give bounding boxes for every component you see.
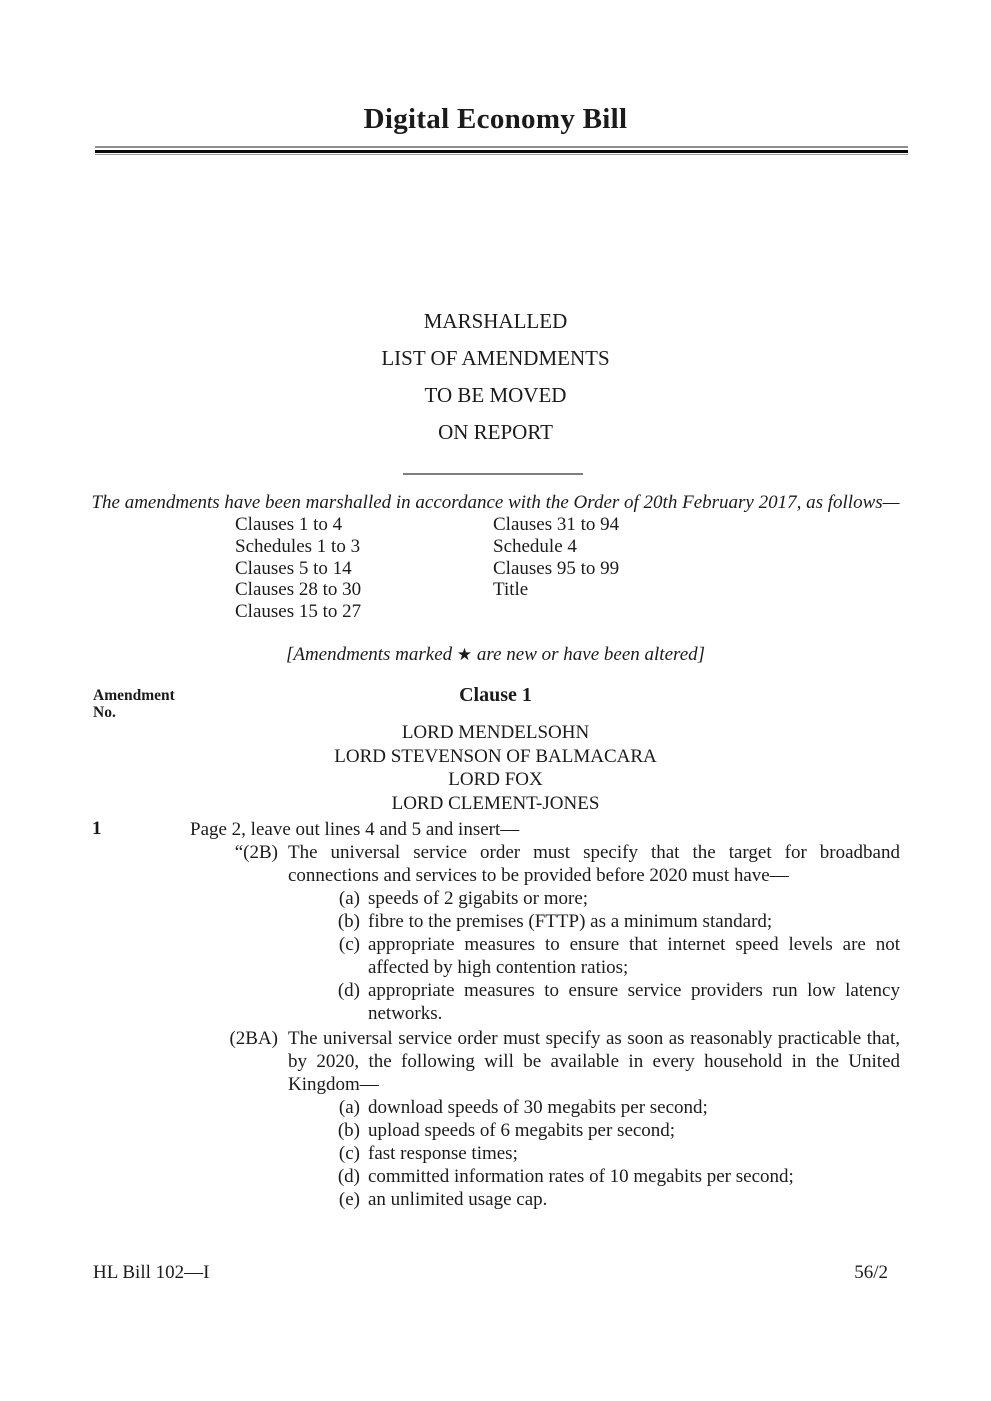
sponsor-name: LORD STEVENSON OF BALMACARA: [334, 745, 657, 767]
list-item-text: upload speeds of 6 megabits per second;: [368, 1120, 676, 1141]
list-item-text: download speeds of 30 megabits per second;: [368, 1097, 708, 1118]
list-item-label: (a): [338, 888, 360, 909]
list-item: [288, 1188, 900, 1211]
list-item: [288, 1165, 900, 1188]
list-item-label: (c): [338, 934, 360, 955]
title-rule-thin-bottom: [95, 154, 908, 155]
subsection-text: The universal service order must specify as soon as reasonably practicable that, by 2020, the following will be available in every household in the United Kingdom—: [288, 1028, 900, 1095]
order-item: Clauses 15 to 27: [235, 601, 362, 623]
sponsor-name: LORD CLEMENT-JONES: [391, 792, 600, 814]
footer-session-number: 56/2: [854, 1262, 888, 1283]
subsection-2B: [190, 841, 900, 1025]
list-item-text: speeds of 2 gigabits or more;: [368, 888, 589, 909]
amendment-instruction: Page 2, leave out lines 4 and 5 and insert—: [190, 819, 520, 840]
subsection-2BA: [190, 1027, 900, 1211]
subsection-label: (2BA): [229, 1028, 278, 1049]
star-note-prefix: [Amendments marked: [285, 644, 457, 665]
star-icon: ★: [456, 645, 473, 664]
sponsor-name: LORD MENDELSOHN: [401, 722, 590, 743]
list-item: [288, 1142, 900, 1165]
bill-title: Digital Economy Bill: [363, 103, 628, 135]
list-item: [288, 887, 900, 910]
list-item-text: fast response times;: [368, 1143, 518, 1164]
separator-rule: [403, 473, 583, 475]
list-item-label: (b): [337, 911, 360, 932]
document-heading: [0, 303, 991, 451]
marshalling-note: The amendments have been marshalled in accordance with the Order of 20th February 2017, as follows—: [91, 492, 900, 513]
list-item: [288, 910, 900, 933]
title-rule-thin-top: [95, 146, 908, 148]
list-item-label: (d): [337, 980, 360, 1001]
heading-line-to-be-moved: TO BE MOVED: [424, 383, 567, 407]
amendment-no-label-line1: Amendment: [93, 687, 175, 704]
heading-line-on-report: ON REPORT: [438, 420, 553, 444]
sponsor-list: [0, 721, 991, 815]
title-rule-thick: [95, 150, 908, 153]
order-item: Title: [493, 579, 529, 601]
amendment-number: 1: [92, 818, 102, 839]
star-note: [0, 644, 991, 666]
amendment-no-label-line2: No.: [93, 704, 116, 721]
footer-bill-number: HL Bill 102—I: [93, 1262, 210, 1283]
order-item: Clauses 5 to 14: [235, 557, 352, 579]
order-item: Clauses 31 to 94: [493, 514, 620, 535]
order-item: Clauses 28 to 30: [235, 579, 362, 601]
heading-line-list-of-amendments: LIST OF AMENDMENTS: [381, 346, 610, 370]
list-item: [288, 979, 900, 1025]
marshalling-order-column-2: [493, 514, 619, 601]
heading-line-marshalled: MARSHALLED: [423, 309, 568, 333]
list-item-text: committed information rates of 10 megabits per second;: [368, 1166, 794, 1187]
star-note-suffix: are new or have been altered]: [472, 644, 706, 665]
list-item-label: (d): [337, 1166, 360, 1187]
list-item-label: (a): [338, 1097, 360, 1118]
list-item: [288, 1096, 900, 1119]
subsection-content: [288, 841, 900, 1025]
subsection-label: “(2B): [234, 842, 278, 863]
amendment-body: [190, 818, 900, 1211]
list-item: [288, 933, 900, 979]
marshalling-order-column-1: [235, 514, 361, 623]
clause-heading: Clause 1: [459, 684, 532, 706]
list-item: [288, 1119, 900, 1142]
order-item: Clauses 1 to 4: [235, 514, 343, 535]
sponsor-name: LORD FOX: [448, 769, 543, 790]
list-item-text: appropriate measures to ensure that internet speed levels are not affected by high contention ratios;: [368, 934, 900, 978]
list-item-label: (c): [338, 1143, 360, 1164]
order-item: Schedules 1 to 3: [235, 535, 361, 557]
list-item-label: (e): [338, 1189, 360, 1210]
list-item-text: an unlimited usage cap.: [368, 1189, 548, 1210]
order-item: Schedule 4: [493, 535, 577, 557]
list-item-label: (b): [337, 1120, 360, 1141]
subsection-text: The universal service order must specify that the target for broadband connections and services to be provided before 2020 must have—: [288, 842, 900, 886]
list-item-text: fibre to the premises (FTTP) as a minimum standard;: [368, 911, 773, 932]
subsection-content: [288, 1027, 900, 1211]
order-item: Clauses 95 to 99: [493, 557, 620, 579]
list-item-text: appropriate measures to ensure service providers run low latency networks.: [368, 980, 900, 1024]
